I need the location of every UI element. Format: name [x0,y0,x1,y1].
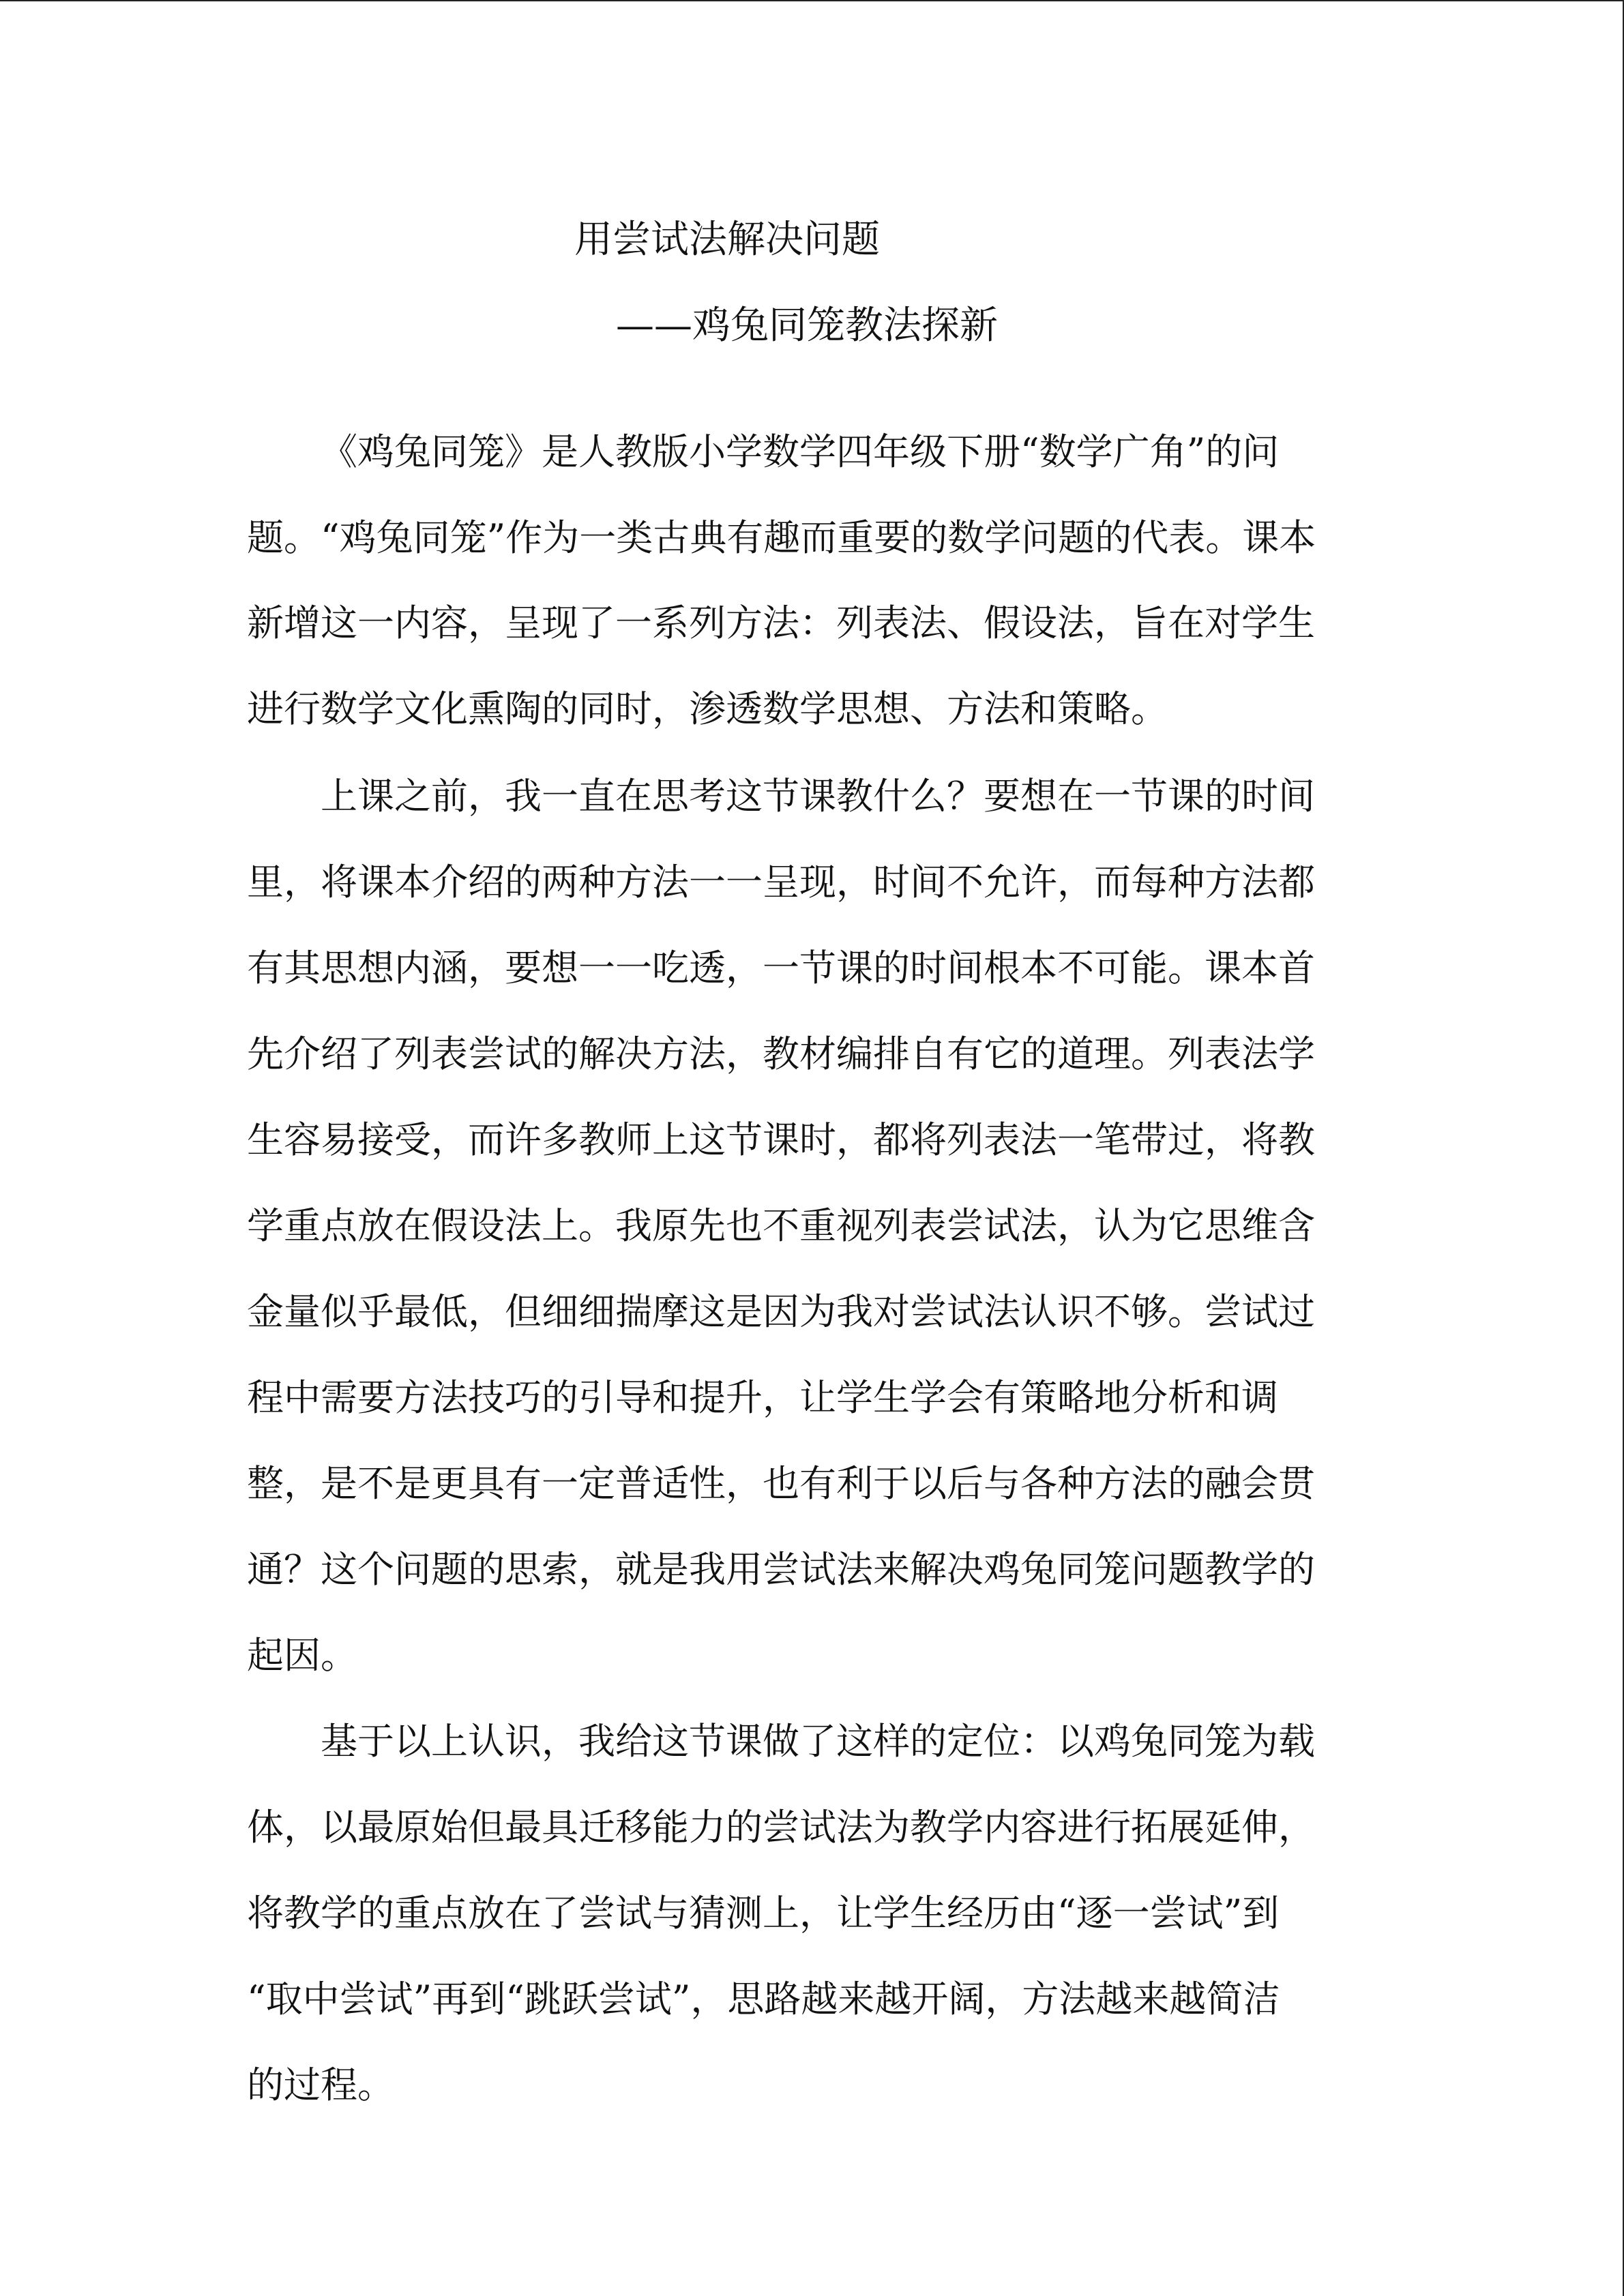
paragraph-line: 新增这一内容，呈现了一系列方法：列表法、假设法，旨在对学生 [247,601,1315,644]
paragraph-line: 起因。 [247,1634,357,1677]
paragraph-line: 通？这个问题的思索，就是我用尝试法来解决鸡兔同笼问题教学的 [247,1548,1315,1591]
paragraph-line: 体，以最原始但最具迁移能力的尝试法为教学内容进行拓展延伸， [247,1806,1315,1849]
paragraph-line: 的过程。 [247,2063,394,2106]
paragraph-line: “取中尝试”再到“跳跃尝试”，思路越来越开阔，方法越来越简洁 [247,1978,1280,2021]
paragraph-line: 进行数学文化熏陶的同时，渗透数学思想、方法和策略。 [247,687,1168,730]
paragraph-line: 程中需要方法技巧的引导和提升，让学生学会有策略地分析和调 [247,1376,1278,1419]
paragraph-line: 基于以上认识，我给这节课做了这样的定位：以鸡兔同笼为载 [321,1720,1315,1763]
paragraph-line: 上课之前，我一直在思考这节课教什么？要想在一节课的时间 [321,775,1315,818]
document-subtitle: ——鸡兔同笼教法探新 [616,303,998,348]
paragraph-line: 将教学的重点放在了尝试与猜测上，让学生经历由“逐一尝试”到 [247,1892,1280,1935]
paragraph-line: 先介绍了列表尝试的解决方法，教材编排自有它的道理。列表法学 [247,1032,1315,1075]
paragraph-line: 有其思想内涵，要想一一吃透，一节课的时间根本不可能。课本首 [247,946,1315,989]
paragraph-line: 整，是不是更具有一定普适性，也有利于以后与各种方法的融会贯 [247,1462,1315,1505]
paragraph-line: 金量似乎最低，但细细揣摩这是因为我对尝试法认识不够。尝试过 [247,1290,1315,1333]
paragraph-line: 里，将课本介绍的两种方法一一呈现，时间不允许，而每种方法都 [247,861,1315,904]
paragraph-line: 《鸡兔同笼》是人教版小学数学四年级下册“数学广角”的问 [321,430,1280,473]
paragraph-line: 生容易接受，而许多教师上这节课时，都将列表法一笔带过，将教 [247,1118,1315,1161]
paragraph-line: 题。“鸡兔同笼”作为一类古典有趣而重要的数学问题的代表。课本 [247,516,1316,559]
paragraph-line: 学重点放在假设法上。我原先也不重视列表尝试法，认为它思维含 [247,1204,1315,1247]
document-title: 用尝试法解决问题 [574,218,880,262]
